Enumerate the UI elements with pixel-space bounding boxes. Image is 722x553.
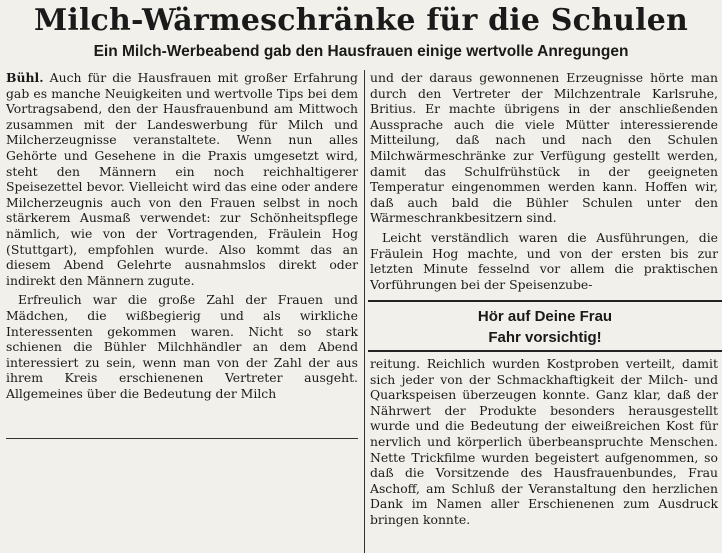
article-subheadline: Ein Milch-Werbeabend gab den Hausfrauen einige wertvolle Anregungen <box>93 43 629 60</box>
left-paragraph-1 <box>6 70 358 288</box>
right-paragraph-3: reitung. Reichlich wurden Kostproben verteilt, damit sich jeder von der Schmackhaftigkeit der Milch- und Quarkspeisen überzeugen konnte. Ganz klar, daß der Nährwert der Produkte besonders herausgestellt wurde und die Bedeutung der eiweißreichen Kost für nervlich und körperlich überbeanspruchte Menschen. Nette Trickfilme wurden begeistert aufgenommen, so daß die Vorsitzende des Hausfrauenbundes, Frau Aschoff, am Schluß der Veranstaltung den herzlichen Dank im Namen aller Erschienenen zum Ausdruck bringen konnte. <box>370 356 718 527</box>
column-divider <box>364 70 365 553</box>
notice-box <box>368 300 722 352</box>
article-headline: Milch-Wärmeschränke für die Schulen <box>33 3 689 38</box>
dateline: Bühl. <box>6 70 44 85</box>
right-paragraph-2: Leicht verständlich waren die Ausführungen, die Fräulein Hog machte, und von der ersten bis zur letzten Minute fesselnd vor allem die praktischen Vorführungen bei der Speisenzube- <box>370 229 718 292</box>
left-paragraph-1-text: Auch für die Hausfrauen mit großer Erfahrung gab es manche Neuigkeiten und wertvolle Tips bei dem Vortragsabend, den der Hausfrauenbund am Mittwoch zusammen mit der Landeswerbung für Milch und Milcherzeugnisse veranstaltete. Wenn nun alles Gehörte und Gesehene in die Praxis umgesetzt wird, steht den Männern ein noch reichhaltigerer Speisezettel bevor. Vielleicht wird das eine oder andere Milcherzeugnis auch von den Frauen selbst in noch stärkerem Ausmaß verwendet: zur Schönheitspflege nämlich, wie von der Vortragenden, Fräulein Hog (Stuttgart), empfohlen wurde. Also kommt das an diesem Abend Gelehrte ausnahmslos direkt oder indirekt den Männern zugute. <box>6 70 358 288</box>
right-paragraph-1: und der daraus gewonnenen Erzeugnisse hörte man durch den Vertreter der Milchzentrale Karlsruhe, Britius. Er machte übrigens in der anschließenden Aussprache auch die viele Mütter interessierende Mitteilung, daß nach und nach den Schulen Milchwärmeschränke zur Verfügung gestellt werden, damit das Schulfrühstück in der geeigneten Temperatur eingenommen werden kann. Hoffen wir, daß auch bald die Bühler Schulen unter den Wärmeschrankbesitzern sind. <box>370 70 718 226</box>
left-paragraph-2: Erfreulich war die große Zahl der Frauen und Mädchen, die wißbegierig und als wirkliche Interessenten gekommen waren. Nicht so stark schienen die Bühler Milchhändler an dem Abend interessiert zu sein, wenn man von der Zahl der aus ihrem Kreis erschienenen Vertreter ausgeht. Allgemeines über die Bedeutung der Milch <box>6 292 358 401</box>
notice-line-1: Hör auf Deine Frau <box>477 308 613 325</box>
notice-line-2: Fahr vorsichtig! <box>488 329 602 346</box>
right-column-top <box>370 70 718 292</box>
article-end-rule <box>6 438 358 439</box>
left-column <box>6 70 358 401</box>
right-column-bottom <box>370 356 718 528</box>
